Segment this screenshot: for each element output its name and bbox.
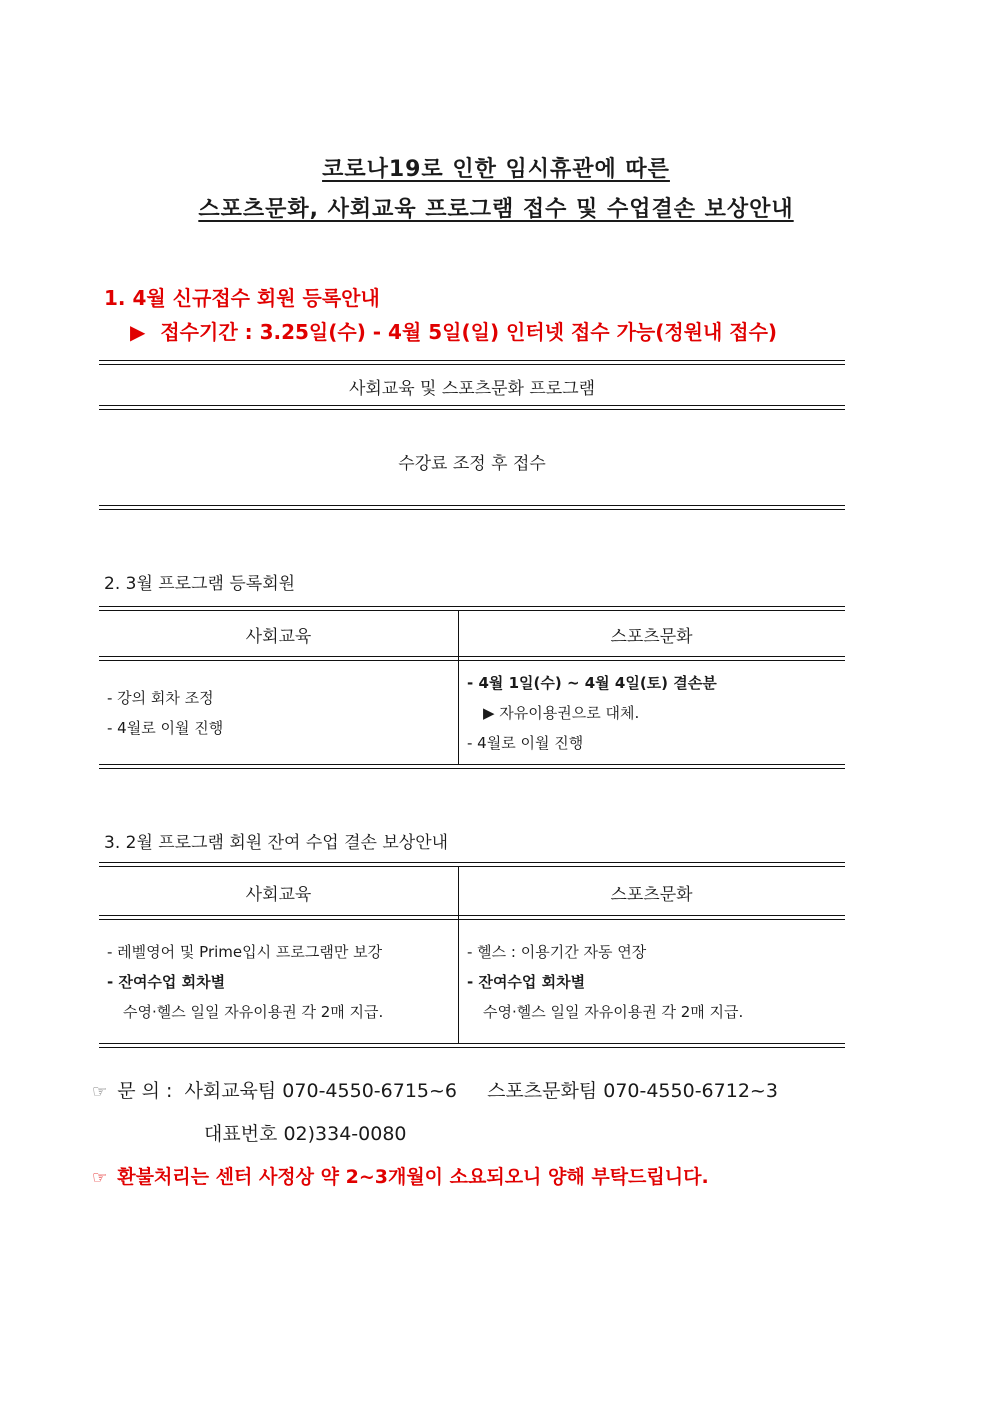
list-item: - 잔여수업 회차별: [467, 973, 586, 991]
list-item: - 4월로 이월 진행: [467, 734, 584, 752]
refund-notice: [92, 1162, 709, 1189]
section3-right-list: [467, 937, 743, 1027]
section1-heading: 1. 4월 신규접수 회원 등록안내: [104, 286, 380, 310]
section2-left-list: [107, 683, 223, 743]
list-item: - 4월 1일(수) ~ 4월 4일(토) 결손분: [467, 674, 717, 692]
section1-table-body: 수강료 조정 후 접수: [398, 454, 546, 474]
table-rule: [99, 1043, 845, 1044]
section3-col-sports: 스포츠문화: [610, 885, 693, 905]
play-arrow-icon: ▶: [130, 320, 146, 344]
section3-heading: 3. 2월 프로그램 회원 잔여 수업 결손 보상안내: [104, 833, 449, 853]
title-line-2: 스포츠문화, 사회교육 프로그램 접수 및 수업결손 보상안내: [198, 197, 794, 222]
table-rule: [99, 606, 845, 607]
section3-left-list: [107, 937, 383, 1027]
title-line-1: 코로나19로 인한 임시휴관에 따른: [322, 157, 670, 182]
table-rule: [99, 862, 845, 863]
contact-line: [92, 1076, 778, 1103]
list-item: - 레벨영어 및 Prime입시 프로그램만 보강: [107, 943, 383, 961]
main-number: 대표번호 02)334-0080: [204, 1123, 407, 1145]
section2-col-social: 사회교육: [245, 627, 312, 647]
section1-period-text: 접수기간 : 3.25일(수) - 4월 5일(일) 인터넷 접수 가능(정원내 접수): [160, 320, 778, 344]
list-item: - 강의 회차 조정: [107, 689, 214, 707]
table-rule: [99, 505, 845, 506]
section2-heading: 2. 3월 프로그램 등록회원: [104, 574, 296, 594]
table-rule: [99, 656, 845, 657]
section2-right-list: [467, 668, 717, 758]
table-rule: [99, 764, 845, 765]
contact-team1: 사회교육팀 070-4550-6715~6: [184, 1080, 458, 1102]
section3-col-social: 사회교육: [245, 885, 312, 905]
table-rule: [99, 360, 845, 361]
pointing-hand-icon: ☞: [92, 1168, 108, 1188]
contact-team2: 스포츠문화팀 070-4550-6712~3: [487, 1080, 778, 1102]
contact-label: 문 의 :: [117, 1080, 173, 1102]
list-item: - 잔여수업 회차별: [107, 973, 226, 991]
section2-col-sports: 스포츠문화: [610, 627, 693, 647]
table-rule: [99, 915, 845, 916]
list-item: 수영·헬스 일일 자유이용권 각 2매 지급.: [123, 1003, 384, 1021]
section1-period: [130, 316, 777, 345]
refund-notice-text: 환불처리는 센터 사정상 약 2~3개월이 소요되오니 양해 부탁드립니다.: [117, 1166, 709, 1188]
list-item: - 헬스 : 이용기간 자동 연장: [467, 943, 647, 961]
section1-table-header: 사회교육 및 스포츠문화 프로그램: [348, 379, 596, 399]
pointing-hand-icon: ☞: [92, 1082, 108, 1102]
list-item: 수영·헬스 일일 자유이용권 각 2매 지급.: [483, 1003, 744, 1021]
table-rule: [99, 405, 845, 406]
list-item: ▶ 자유이용권으로 대체.: [483, 704, 640, 722]
list-item: - 4월로 이월 진행: [107, 719, 224, 737]
